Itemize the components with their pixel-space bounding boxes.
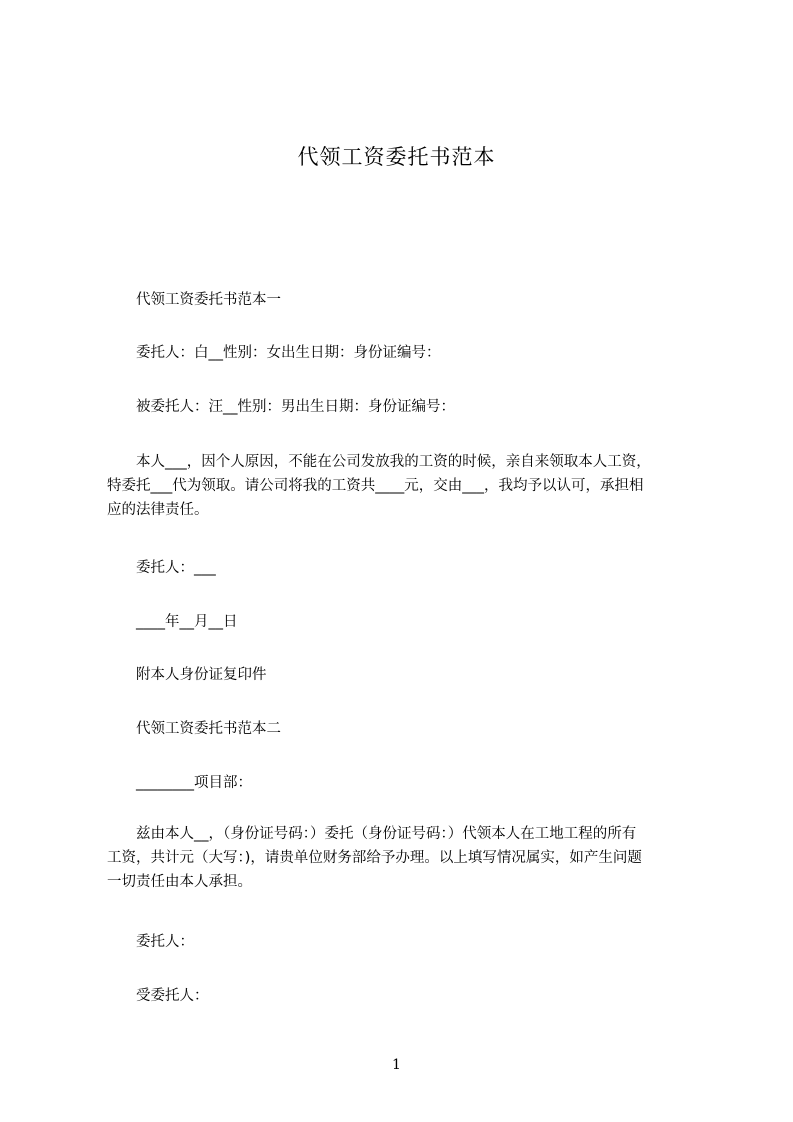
principal-line-2: 委托人： bbox=[136, 934, 194, 950]
document-title: 代领工资委托书范本 bbox=[297, 145, 496, 169]
paragraph-line: 一切责任由本人承担。 bbox=[107, 874, 252, 890]
paragraph-line: 特委托___代为领取。请公司将我的工资共____元，交由___，我均予以认可，承担相 bbox=[107, 478, 644, 494]
authorization-paragraph-2 bbox=[107, 822, 700, 894]
paragraph-line: 本人___，因个人原因，不能在公司发放我的工资的时候，亲自来领取本人工资， bbox=[136, 454, 651, 470]
paragraph-line: 工资，共计元（大写：)，请贵单位财务部给予办理。以上填写情况属实，如产生问题 bbox=[107, 850, 642, 866]
date-line: ____年__月__日 bbox=[136, 614, 238, 630]
principal-info-line: 委托人：白__性别：女出生日期：身份证编号： bbox=[136, 345, 441, 361]
section-heading-1: 代领工资委托书范本一 bbox=[136, 292, 281, 308]
authorization-paragraph-1 bbox=[107, 450, 700, 522]
page-number: 1 bbox=[392, 1057, 401, 1073]
paragraph-line: 兹由本人__，（身份证号码：）委托（身份证号码：）代领本人在工地工程的所有 bbox=[136, 826, 637, 842]
agent-info-line: 被委托人：汪__性别：男出生日期：身份证编号： bbox=[136, 399, 455, 415]
attachment-note: 附本人身份证复印件 bbox=[136, 667, 267, 683]
agent-line-2: 受委托人： bbox=[136, 988, 209, 1004]
principal-signature-line: 委托人：___ bbox=[136, 560, 216, 576]
paragraph-line: 应的法律责任。 bbox=[107, 502, 209, 518]
section-heading-2: 代领工资委托书范本二 bbox=[136, 721, 281, 737]
project-department-line: ________项目部： bbox=[136, 775, 252, 791]
